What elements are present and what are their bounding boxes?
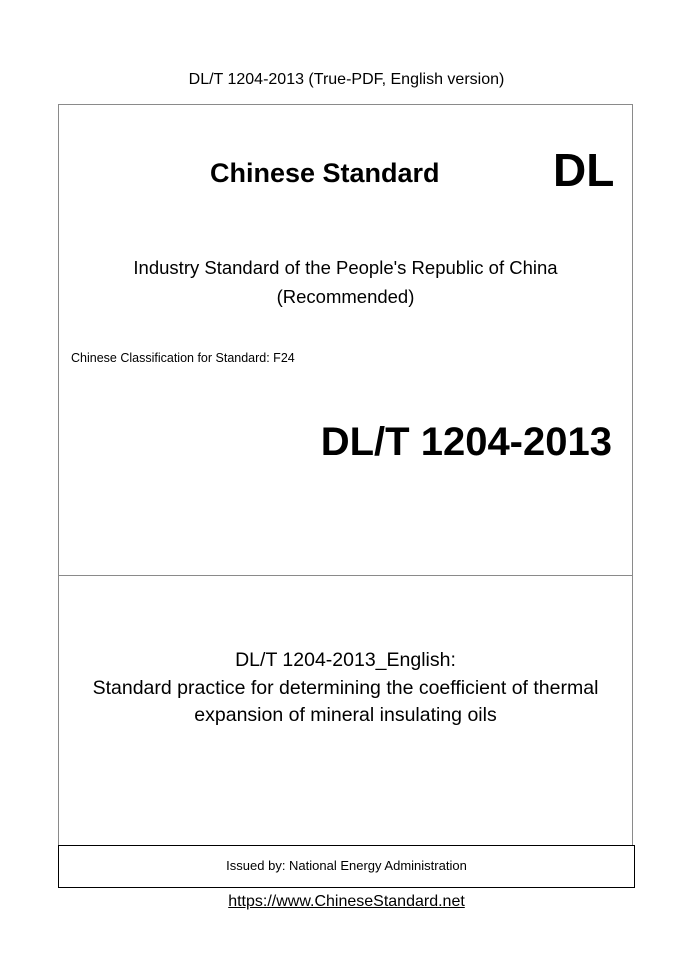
title-line-2: Standard practice for determining the coefficient of thermal [92,677,599,699]
title-line-3: expansion of mineral insulating oils [194,704,497,726]
website-link[interactable]: https://www.ChineseStandard.net [228,893,465,910]
title-line-1: DL/T 1204-2013_English: [235,649,456,671]
recommended-line: (Recommended) [276,286,415,307]
industry-standard-line: Industry Standard of the People's Republic of China [133,257,558,278]
issuer-text: Issued by: National Energy Administration [226,858,467,873]
issuer-box [58,845,635,888]
document-header: DL/T 1204-2013 (True-PDF, English version) [188,71,505,88]
footer [0,893,693,911]
standard-number: DL/T 1204-2013 [320,420,612,464]
cover-divider [58,575,633,576]
chinese-standard-heading: Chinese Standard [210,158,440,188]
cover-frame [58,104,633,884]
classification-text: Chinese Classification for Standard: F24 [71,351,295,365]
dl-mark: DL [553,144,615,196]
